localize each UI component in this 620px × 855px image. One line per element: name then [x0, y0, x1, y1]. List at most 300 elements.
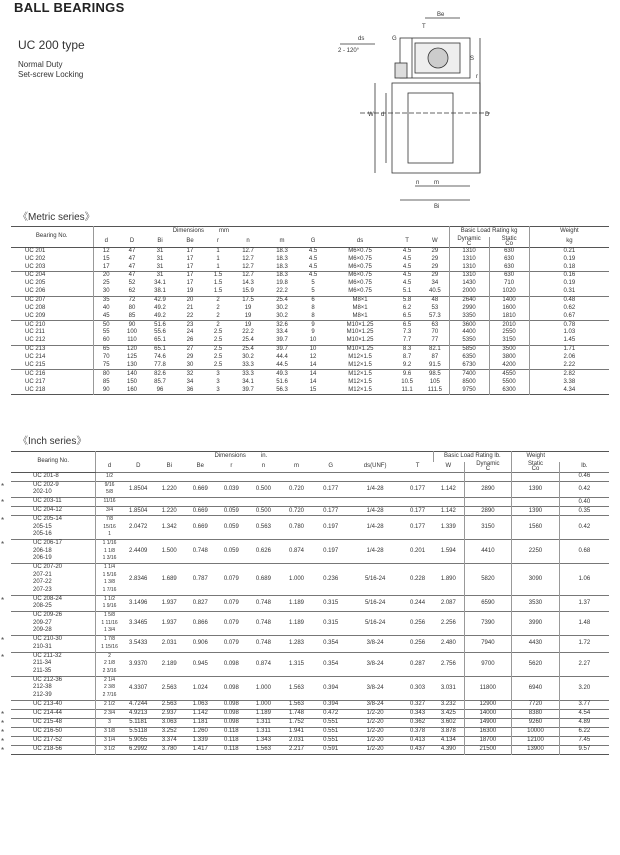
- bore-d-line: 1 1/2: [103, 595, 116, 602]
- cell: 0.591: [313, 745, 348, 754]
- label-thread: 2 - 120°: [338, 48, 360, 54]
- table-row: [11, 507, 609, 516]
- cell: 0.343: [402, 709, 433, 718]
- cell: 15: [309, 386, 317, 393]
- cell: 1/4-28: [348, 540, 402, 564]
- label-g: G: [392, 36, 397, 42]
- table-row: [11, 378, 609, 386]
- cell: 0.866: [185, 612, 216, 636]
- cell: 52: [128, 280, 136, 287]
- cell: 82.1: [421, 345, 449, 353]
- bore-d-line: 2 3/4: [103, 709, 116, 716]
- cell: 3530: [512, 595, 560, 612]
- cell: 2550: [489, 329, 529, 337]
- cell: 1/2-20: [348, 718, 402, 727]
- bore-d: [96, 718, 123, 727]
- cell: 3.063: [154, 718, 185, 727]
- cell: 2640: [449, 296, 489, 304]
- cell: 17: [186, 263, 194, 270]
- cell: 17: [186, 255, 194, 262]
- bore-d-line: 1 11/16: [101, 619, 118, 626]
- cell: 56.3: [276, 386, 288, 393]
- cell: 0.19: [563, 280, 576, 287]
- cell: 2: [216, 304, 220, 311]
- bearing-no-line: 206-18: [33, 547, 52, 554]
- cell: 8500: [449, 378, 489, 386]
- cell: [216, 498, 247, 507]
- cell: 9: [299, 321, 327, 329]
- bearing-no: [1, 516, 96, 540]
- cell: 19: [244, 312, 252, 319]
- cell: 2890: [464, 481, 512, 498]
- cell: 1.748: [280, 709, 313, 718]
- cell: 1810: [489, 313, 529, 321]
- bearing-no: UC 210: [11, 321, 93, 329]
- cell: 30.2: [276, 304, 288, 311]
- table-row: [11, 321, 609, 329]
- bearing-no: UC 201: [11, 247, 93, 255]
- cell: 1.311: [247, 718, 280, 727]
- table-row: [11, 255, 609, 263]
- cell: 0.500: [247, 481, 280, 498]
- bearing-no: UC 217: [11, 378, 93, 386]
- cell: 2.563: [154, 700, 185, 709]
- cell: 47: [128, 263, 136, 270]
- bearing-no-line: 207-22: [33, 579, 52, 586]
- cell: 1.8504: [123, 481, 154, 498]
- subtitle-duty: Normal Duty: [18, 60, 63, 69]
- table-row: [11, 745, 609, 754]
- cell: 3800: [489, 353, 529, 361]
- cell: 2.5: [213, 354, 223, 361]
- inch-col-dimensions: Dimensions: [214, 453, 246, 460]
- bearing-no: [11, 564, 96, 596]
- cell: 29: [186, 354, 194, 361]
- bore-d-line: 11/16: [103, 498, 116, 505]
- cell: 75: [102, 361, 110, 368]
- cell: 4400: [449, 329, 489, 337]
- bore-d-line: 1 7/16: [102, 586, 117, 593]
- bore-d-line: 3: [108, 718, 111, 725]
- cell: 4.5: [299, 272, 327, 280]
- header-dsunf: ds(UNF): [363, 463, 387, 469]
- cell: [433, 498, 464, 507]
- cell: 6300: [489, 386, 529, 394]
- cell: 1.45: [563, 337, 576, 344]
- cell: 32.6: [265, 321, 299, 329]
- cell: 85: [102, 378, 110, 385]
- cell: 2.217: [280, 745, 313, 754]
- cell: [280, 498, 313, 507]
- cell: 0.827: [185, 595, 216, 612]
- cell: 0.327: [402, 700, 433, 709]
- bore-d: [96, 481, 123, 498]
- cell: 2.480: [433, 636, 464, 653]
- bearing-no-line: 207-23: [33, 586, 52, 593]
- cell: 18700: [464, 736, 512, 745]
- cell: 3.38: [563, 378, 576, 385]
- cell: M8×1: [352, 304, 368, 311]
- cell: 0.669: [185, 516, 216, 540]
- cell: 150: [126, 378, 137, 385]
- cell: 1.890: [433, 564, 464, 596]
- cell: 1/2-20: [348, 736, 402, 745]
- cell: 0.748: [185, 540, 216, 564]
- cell: [402, 498, 433, 507]
- cell: 2.756: [433, 652, 464, 676]
- bearing-no: UC 205: [11, 280, 93, 288]
- bearing-no-line: 211-35: [33, 667, 52, 674]
- weight: 6.22: [559, 727, 609, 736]
- cell: 0.78: [529, 321, 609, 329]
- bearing-no: UC 204: [11, 272, 93, 280]
- cell: 3990: [512, 612, 560, 636]
- bore-d-line: 1 1/16: [102, 540, 117, 547]
- cell: 0.118: [216, 745, 247, 754]
- bore-d-line: 3 1/2: [103, 745, 116, 752]
- cell: M10×1.25: [346, 337, 374, 344]
- cell: [123, 498, 154, 507]
- cell: 17: [175, 272, 205, 280]
- cell: 49.2: [154, 304, 166, 311]
- bearing-no: UC 207: [11, 296, 93, 304]
- bore-d-line: 3 1/8: [103, 727, 116, 734]
- cell: 39.7: [265, 345, 299, 353]
- cell: 70: [421, 329, 449, 337]
- table-row: [11, 304, 609, 312]
- cell: 3.602: [433, 718, 464, 727]
- brand-title: BALL BEARINGS: [14, 0, 125, 15]
- cell: 0.079: [216, 595, 247, 612]
- star-mark: *: [1, 481, 5, 491]
- bearing-no: [1, 709, 96, 719]
- bore-d-line: 7/8: [106, 516, 113, 523]
- cell: 15.9: [242, 288, 254, 295]
- cell: 30: [186, 361, 194, 368]
- cell: 47: [128, 247, 136, 254]
- cell: [185, 472, 216, 481]
- table-row: [11, 353, 609, 361]
- cell: 2.5: [213, 337, 223, 344]
- star-mark: *: [1, 736, 5, 746]
- cell: 0.62: [563, 304, 576, 311]
- cell: M6×0.75: [327, 272, 393, 280]
- header-static-label: Static: [501, 235, 517, 242]
- cell: 10: [299, 345, 327, 353]
- bearing-no-line: UC 212-36: [33, 676, 63, 683]
- cell: 22.2: [242, 329, 254, 336]
- bearing-no: UC 212: [11, 337, 93, 345]
- cell: 5350: [449, 337, 489, 345]
- cell: [247, 498, 280, 507]
- bearing-no-line: UC 211-32: [33, 652, 62, 659]
- weight: 0.46: [559, 472, 609, 481]
- bearing-no-line: UC 218-56: [33, 745, 63, 752]
- bearing-no-line: 211-34: [33, 660, 52, 667]
- bore-d: [96, 498, 123, 507]
- cell: 25.4: [265, 296, 299, 304]
- label-t: T: [422, 24, 426, 30]
- cell: 50: [93, 321, 119, 329]
- cell: 1560: [512, 516, 560, 540]
- bore-d-line: 1 15/16: [101, 643, 118, 650]
- cell: 3/8-24: [348, 700, 402, 709]
- cell: 1.941: [280, 727, 313, 736]
- cell: 8: [311, 304, 315, 311]
- header-static-symbol: Co: [531, 465, 540, 472]
- cell: 0.315: [313, 612, 348, 636]
- bearing-no-line: 205-16: [33, 531, 52, 538]
- cell: 2: [216, 312, 220, 319]
- bore-d-line: 2 3/16: [102, 667, 117, 674]
- cell: 4.34: [563, 386, 576, 393]
- cell: 9.6: [393, 370, 421, 378]
- star-mark: *: [1, 745, 5, 755]
- label-d: d: [381, 112, 385, 118]
- cell: 34.1: [242, 378, 254, 385]
- bearing-no-line: UC 217-52: [33, 736, 63, 743]
- page-title: UC 200 type: [18, 38, 85, 52]
- bearing-no-line: 205-15: [33, 523, 52, 530]
- cell: 1310: [449, 263, 489, 271]
- weight: 4.54: [559, 709, 609, 718]
- cell: [123, 472, 154, 481]
- cell: 1.000: [247, 676, 280, 700]
- table-row: [11, 386, 609, 394]
- cell: 74.6: [154, 354, 166, 361]
- col-dimensions: Dimensions: [172, 228, 205, 235]
- cell: 6.5: [393, 321, 421, 329]
- bearing-no-line: 209-27: [33, 619, 52, 626]
- cell: 1.937: [154, 612, 185, 636]
- cell: 2.5: [213, 361, 223, 368]
- cell: 39.7: [276, 337, 288, 344]
- cell: 1.181: [185, 718, 216, 727]
- weight: 0.35: [559, 507, 609, 516]
- cell: 120: [119, 345, 145, 353]
- cell: 1600: [489, 304, 529, 312]
- cell: M12×1.5: [348, 386, 372, 393]
- table-row: [11, 345, 609, 353]
- cell: 6.2992: [123, 745, 154, 754]
- bore-d-line: 1 5/16: [102, 571, 117, 578]
- cell: 1390: [512, 481, 560, 498]
- cell: 1.000: [247, 700, 280, 709]
- bore-d-line: 2: [108, 652, 111, 659]
- cell: 1.063: [185, 700, 216, 709]
- cell: 22: [186, 312, 194, 319]
- cell: 3.5433: [123, 636, 154, 653]
- cell: 1.142: [185, 709, 216, 718]
- cell: 0.177: [402, 516, 433, 540]
- cell: 3.232: [433, 700, 464, 709]
- cell: 4.5: [308, 263, 318, 270]
- header-static: [489, 237, 529, 248]
- cell: 1020: [489, 288, 529, 296]
- cell: 4430: [512, 636, 560, 653]
- bore-d: [96, 727, 123, 736]
- cell: 17.5: [231, 296, 265, 304]
- cell: 2990: [449, 304, 489, 312]
- cell: 8: [311, 312, 315, 319]
- bore-d: [96, 564, 123, 596]
- cell: M10×1.25: [327, 321, 393, 329]
- cell: 65: [93, 345, 119, 353]
- bore-d-line: 1 3/8: [103, 579, 116, 586]
- star-mark: *: [1, 718, 5, 728]
- cell: 3.9370: [123, 652, 154, 676]
- cell: 14: [309, 361, 317, 368]
- cell: 12: [309, 354, 317, 361]
- table-row: [11, 736, 609, 745]
- inch-series-table: [1, 451, 609, 755]
- cell: 0.059: [216, 540, 247, 564]
- cell: [464, 472, 512, 481]
- cell: 1/4-28: [348, 507, 402, 516]
- cell: 1/4-28: [348, 516, 402, 540]
- header-static-symbol: Co: [505, 240, 513, 247]
- cell: 100: [126, 329, 137, 336]
- label-ds: ds: [358, 36, 365, 42]
- bearing-no: [1, 636, 96, 653]
- cell: 2.4409: [123, 540, 154, 564]
- cell: 5850: [449, 345, 489, 353]
- cell: M8×1: [352, 312, 368, 319]
- cell: 47: [128, 255, 136, 262]
- cell: 2.937: [154, 709, 185, 718]
- cell: 31: [156, 263, 164, 270]
- cell: [247, 472, 280, 481]
- cell: 1.189: [280, 612, 313, 636]
- cell: 1.417: [185, 745, 216, 754]
- cell: 1.500: [154, 540, 185, 564]
- cell: 5.1: [402, 288, 412, 295]
- bearing-no-line: UC 210-30: [33, 636, 63, 643]
- cell: M6×0.75: [348, 280, 372, 287]
- bearing-no: UC 206: [11, 288, 93, 296]
- cell: 4.390: [433, 745, 464, 754]
- cell: 1.024: [185, 676, 216, 700]
- star-mark: *: [1, 516, 5, 525]
- cell: 1310: [449, 272, 489, 280]
- cell: 35: [93, 296, 119, 304]
- cell: 3090: [512, 564, 560, 596]
- cell: 18.3: [276, 255, 288, 262]
- bore-d-line: 1 7/8: [103, 636, 116, 643]
- cell: 31: [145, 272, 175, 280]
- cell: 0.669: [185, 507, 216, 516]
- cell: 1/2-20: [348, 745, 402, 754]
- cell: 1/2-20: [348, 709, 402, 718]
- col-basic-load-rating: Basic Load Rating kg: [449, 227, 529, 237]
- cell: 1.142: [433, 481, 464, 498]
- bearing-no: [11, 507, 96, 516]
- cell: M12×1.5: [348, 378, 372, 385]
- bearing-no-line: UC 216-50: [33, 727, 63, 734]
- star-mark: *: [1, 727, 5, 737]
- cell: 5620: [512, 652, 560, 676]
- cell: 0.079: [216, 612, 247, 636]
- bore-d-line: 1 3/4: [103, 627, 116, 634]
- cell: 0.748: [247, 636, 280, 653]
- cell: 4.5: [393, 272, 421, 280]
- cell: 3150: [489, 337, 529, 345]
- bearing-no-line: UC 214-44: [33, 709, 63, 716]
- cell: 25: [102, 280, 110, 287]
- cell: 0.098: [216, 718, 247, 727]
- cell: 0.67: [563, 312, 576, 319]
- cell: 0.394: [313, 676, 348, 700]
- label-n: n: [416, 180, 420, 186]
- cell: 12.7: [231, 272, 265, 280]
- cell: 4.5: [402, 247, 412, 254]
- table-row: [11, 263, 609, 271]
- table-row: [11, 709, 609, 718]
- cell: 44.5: [276, 361, 288, 368]
- cell: 0.098: [216, 676, 247, 700]
- cell: 90: [119, 321, 145, 329]
- weight: 1.37: [559, 595, 609, 612]
- cell: 1.563: [247, 745, 280, 754]
- bearing-no-line: UC 213-40: [33, 700, 63, 707]
- cell: 2.5: [205, 345, 231, 353]
- cell: 0.31: [563, 288, 576, 295]
- cell: 6350: [449, 353, 489, 361]
- cell: 630: [489, 263, 529, 271]
- cell: 0.201: [402, 540, 433, 564]
- cell: 6: [299, 296, 327, 304]
- cell: 5.5118: [123, 727, 154, 736]
- cell: 21500: [464, 745, 512, 754]
- cell: 1: [216, 263, 220, 270]
- cell: 0.098: [216, 652, 247, 676]
- cell: 7.7: [402, 337, 412, 344]
- cell: 0.48: [529, 296, 609, 304]
- cell: 82.6: [145, 370, 175, 378]
- header-bi: Bi: [166, 463, 172, 469]
- cell: 0.21: [563, 247, 576, 254]
- cell: 0.18: [563, 263, 576, 270]
- cell: 42.9: [145, 296, 175, 304]
- cell: 0.039: [216, 481, 247, 498]
- header-m: m: [279, 238, 285, 244]
- cell: 29: [421, 255, 449, 263]
- bore-d-line: 9/16: [104, 481, 115, 488]
- cell: 1.594: [433, 540, 464, 564]
- cell: 63: [421, 321, 449, 329]
- cell: 15: [102, 255, 110, 262]
- cell: 87: [421, 353, 449, 361]
- cell: 7390: [464, 612, 512, 636]
- table-row: [11, 247, 609, 255]
- cell: 98.5: [421, 370, 449, 378]
- cell: 23: [175, 321, 205, 329]
- cell: 49.2: [154, 312, 166, 319]
- inch-col-dimensions-unit: in.: [260, 453, 268, 460]
- bore-d-line: 1 1/8: [103, 547, 116, 554]
- cell: 0.244: [402, 595, 433, 612]
- cell: 14900: [464, 718, 512, 727]
- bearing-no-line: 207-21: [33, 571, 52, 578]
- header-dynamic-label: Dynamic: [476, 460, 500, 467]
- table-row: [11, 700, 609, 709]
- weight: 0.42: [559, 481, 609, 498]
- cell: 13900: [512, 745, 560, 754]
- cell: 0.780: [280, 516, 313, 540]
- table-row: [11, 540, 609, 564]
- cell: 57.3: [421, 313, 449, 321]
- star-mark: *: [1, 595, 5, 605]
